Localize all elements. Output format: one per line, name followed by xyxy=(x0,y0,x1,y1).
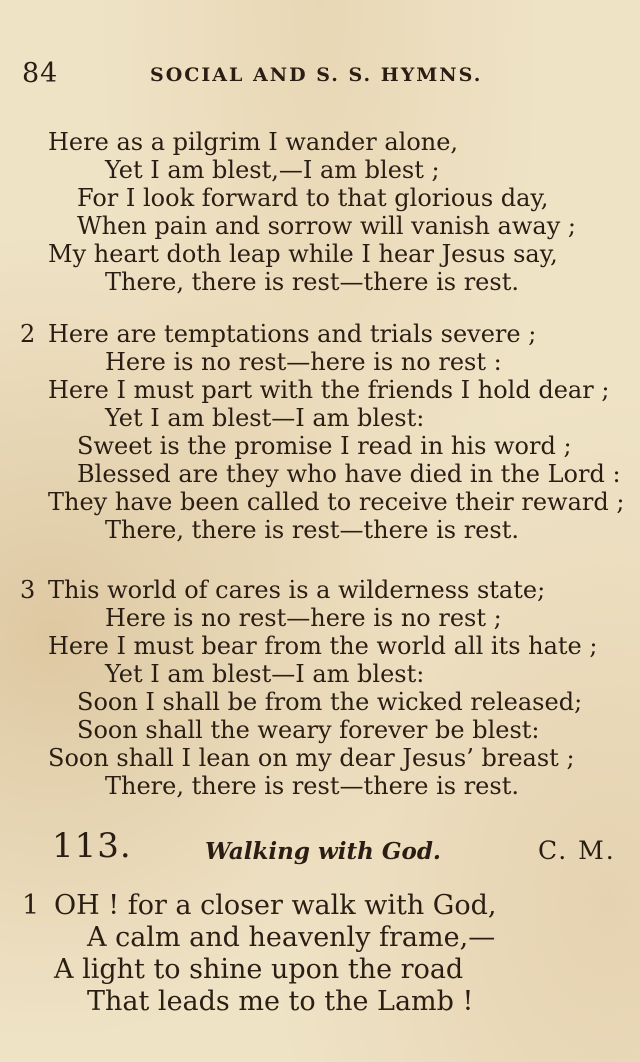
verse-line: There, there is rest—there is rest. xyxy=(105,516,519,544)
verse-line: My heart doth leap while I hear Jesus say, xyxy=(48,240,558,268)
verse-line: Here as a pilgrim I wander alone, xyxy=(48,128,459,156)
verse-line: Yet I am blest,—I am blest ; xyxy=(105,156,440,184)
verse-line: Yet I am blest—I am blest: xyxy=(105,660,425,688)
hymn-meter: C. M. xyxy=(538,836,616,865)
verse-line: For I look forward to that glorious day, xyxy=(77,184,549,212)
stanza-number: 2 xyxy=(20,320,36,348)
verse-line: Blessed are they who have died in the Lord : xyxy=(77,460,621,488)
verse-line: There, there is rest—there is rest. xyxy=(105,772,519,800)
stanza-number: 3 xyxy=(20,576,36,604)
hymn-number: 113. xyxy=(52,826,132,866)
verse-line: Yet I am blest—I am blest: xyxy=(105,404,425,432)
verse-line: A calm and heavenly frame,— xyxy=(87,922,496,953)
stanza-number: 1 xyxy=(22,890,40,921)
verse-line: Here is no rest—here is no rest ; xyxy=(105,604,502,632)
verse-line: Soon shall I lean on my dear Jesus’ breast ; xyxy=(48,744,575,772)
verse-line: They have been called to receive their reward ; xyxy=(48,488,625,516)
verse-line: Here I must bear from the world all its hate ; xyxy=(48,632,598,660)
verse-line: Here are temptations and trials severe ; xyxy=(48,320,537,348)
verse-line: Soon shall the weary forever be blest: xyxy=(77,716,540,744)
verse-line: A light to shine upon the road xyxy=(54,954,464,985)
verse-line: That leads me to the Lamb ! xyxy=(87,986,474,1017)
verse-line: When pain and sorrow will vanish away ; xyxy=(77,212,576,240)
verse-line: Here I must part with the friends I hold dear ; xyxy=(48,376,610,404)
page-header xyxy=(0,58,640,92)
hymn-heading xyxy=(0,826,640,870)
verse-line: Soon I shall be from the wicked released; xyxy=(77,688,583,716)
running-title: SOCIAL AND S. S. HYMNS. xyxy=(150,64,483,86)
verse-line: OH ! for a closer walk with God, xyxy=(54,890,497,921)
hymn-title: Walking with God. xyxy=(205,838,441,865)
verse-line: Here is no rest—here is no rest : xyxy=(105,348,502,376)
page-number: 84 xyxy=(22,58,59,89)
verse-line: Sweet is the promise I read in his word ; xyxy=(77,432,572,460)
verse-line: This world of cares is a wilderness state; xyxy=(48,576,546,604)
verse-line: There, there is rest—there is rest. xyxy=(105,268,519,296)
